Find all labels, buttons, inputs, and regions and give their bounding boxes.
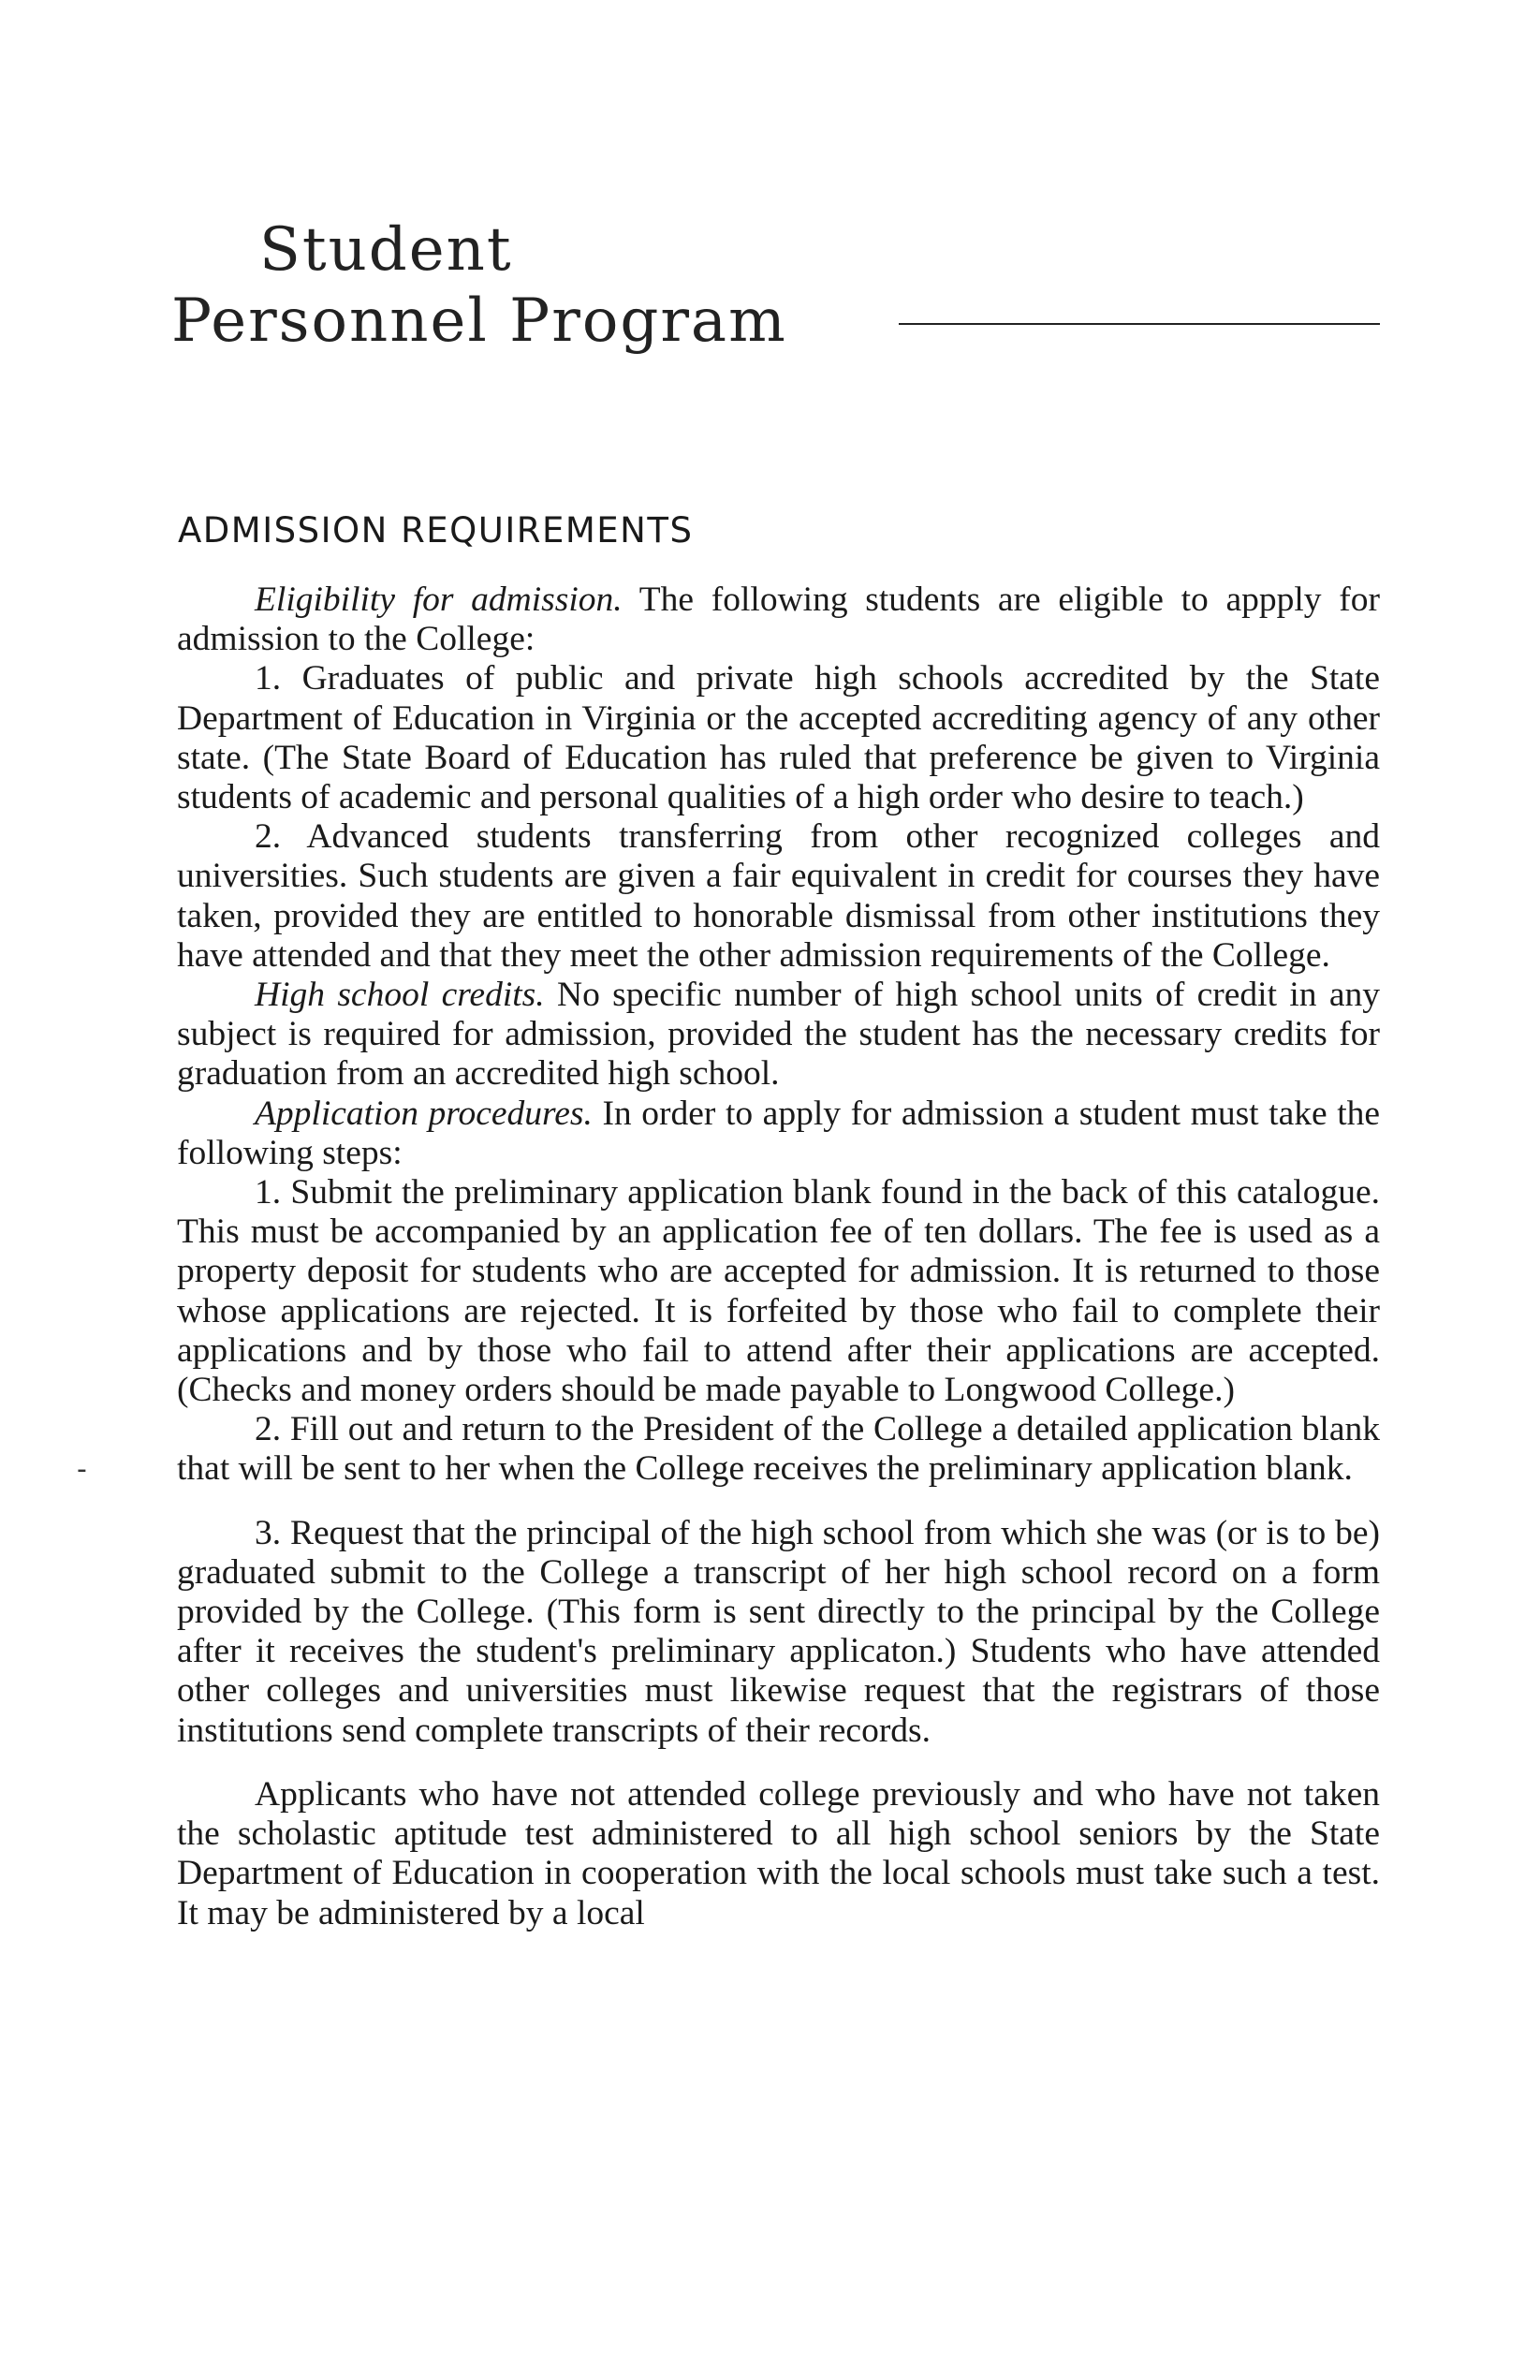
run-in-heading-high-school: High school credits. bbox=[255, 976, 545, 1015]
paragraph-text: The following students are eligible to appply for admission to the College: bbox=[177, 580, 1380, 659]
run-in-heading-application: Application procedures. bbox=[255, 1094, 593, 1133]
run-in-heading-eligibility: Eligibility for admission. bbox=[255, 580, 623, 619]
title-line-1: Student bbox=[259, 215, 513, 285]
paragraph-text: In order to apply for admission a student must take the following steps: bbox=[177, 1094, 1381, 1172]
title-line-2: Personnel Program bbox=[171, 286, 787, 356]
paragraph-application-step-3: 3. Request that the principal of the high school from which she was (or is to be) graduated submit to the College a transcript of her high school record on a form provided by the College. (This form is sent directly to the principal by the College after it receives the student's preliminary applicaton.) Students who have attended other colleges and universities must likewise request that the registrars of those institutions send complete transcripts of their records. bbox=[177, 1513, 1380, 1750]
paragraph-application-step-1: 1. Submit the preliminary application blank found in the back of this catalogue. This must be accompanied by an application fee of ten dollars. The fee is used as a property deposit for students who are accepted for admission. It is returned to those whose applications are rejected. It is forfeited by those who fail to complete their applications and by those who fail to attend after their applications are accepted. (Checks and money orders should be made payable to Longwood College.) bbox=[177, 1173, 1380, 1410]
paragraph-applicants-note: Applicants who have not attended college previously and who have not taken the scholastic aptitude test administered to all high school seniors by the State Department of Education in cooperation with the local schools must take such a test. It may be administered by a local bbox=[177, 1774, 1380, 1932]
paragraph-eligibility-item-2: 2. Advanced students transferring from other recognized colleges and universities. Such students are given a fair equivalent in credit for courses they have taken, provided they are entitled to honorable dismissal from other institutions they have attended and that they meet the other admission requirements of the College. bbox=[177, 817, 1380, 975]
body-text bbox=[177, 580, 1380, 1933]
page-title bbox=[171, 215, 787, 357]
section-heading: ADMISSION REQUIREMENTS bbox=[178, 510, 694, 551]
paragraph-application-procedures bbox=[177, 1095, 1380, 1173]
paragraph-eligibility-item-1: 1. Graduates of public and private high schools accredited by the State Department of Education in Virginia or the accepted accrediting agency of any other state. (The State Board of Education has ruled that preference be given to Virginia students of academic and personal qualities of a high order who desire to teach.) bbox=[177, 659, 1380, 817]
paragraph-high-school-credits bbox=[177, 976, 1380, 1095]
paragraph-text: No specific number of high school units of credit in any subject is required for admission, provided the student has the necessary credits for graduation from an accredited high school. bbox=[177, 976, 1381, 1094]
paragraph-application-step-2: 2. Fill out and return to the President of the College a detailed application blank that will be sent to her when the College receives the preliminary application blank. bbox=[177, 1410, 1380, 1489]
title-rule bbox=[899, 323, 1380, 325]
paragraph-eligibility bbox=[177, 580, 1380, 659]
margin-mark: - bbox=[77, 1453, 87, 1486]
